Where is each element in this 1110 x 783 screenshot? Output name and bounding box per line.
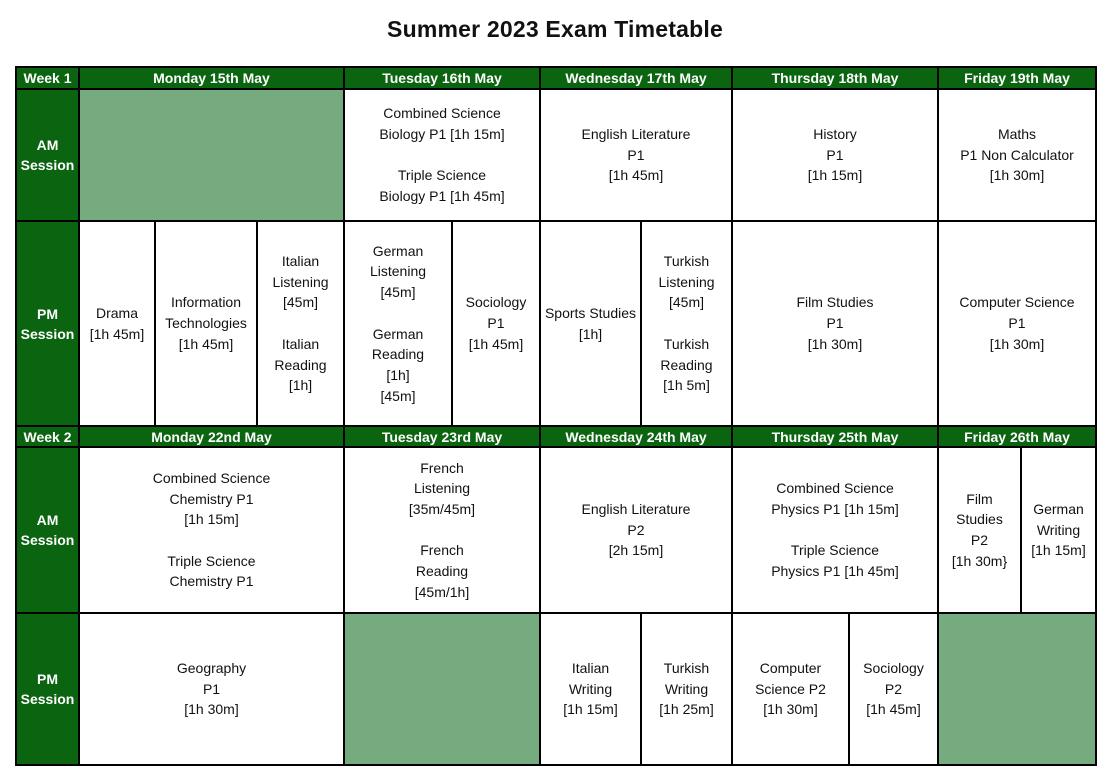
week1-pm-thu: Film Studies P1 [1h 30m] <box>733 222 939 427</box>
week2-pm-wed-italian: Italian Writing [1h 15m] <box>541 614 642 764</box>
week2-day-fri: Friday 26th May <box>939 427 1095 448</box>
week2-am-mon: Combined Science Chemistry P1 [1h 15m] Triple Science Chemistry P1 <box>80 448 345 614</box>
week2-am-tue: French Listening [35m/45m] French Reading [45m/1h] <box>345 448 541 614</box>
week2-am-label: AM Session <box>17 448 80 614</box>
week2-pm-mon: Geography P1 [1h 30m] <box>80 614 345 764</box>
week2-day-thu: Thursday 25th May <box>733 427 939 448</box>
week1-pm-tue-sociology: Sociology P1 [1h 45m] <box>453 222 541 427</box>
week1-label: Week 1 <box>17 68 80 90</box>
week1-am-mon-empty <box>80 90 345 222</box>
week2-pm-thu-cs: Computer Science P2 [1h 30m] <box>733 614 850 764</box>
week1-day-tue: Tuesday 16th May <box>345 68 541 90</box>
week1-day-fri: Friday 19th May <box>939 68 1095 90</box>
page-title: Summer 2023 Exam Timetable <box>387 16 723 42</box>
week2-pm-wed-turkish: Turkish Writing [1h 25m] <box>642 614 733 764</box>
week1-am-wed: English Literature P1 [1h 45m] <box>541 90 733 222</box>
timetable-grid <box>15 66 1097 766</box>
week2-pm-fri-empty <box>939 614 1095 764</box>
week2-day-tue: Tuesday 23rd May <box>345 427 541 448</box>
week1-am-label: AM Session <box>17 90 80 222</box>
week1-day-thu: Thursday 18th May <box>733 68 939 90</box>
week2-day-wed: Wednesday 24th May <box>541 427 733 448</box>
week2-am-fri-german: German Writing [1h 15m] <box>1022 448 1095 614</box>
week1-pm-tue-german: German Listening [45m] German Reading [1h] [45m] <box>345 222 453 427</box>
week1-pm-wed-turkish: Turkish Listening [45m] Turkish Reading [1h 5m] <box>642 222 733 427</box>
week1-day-wed: Wednesday 17th May <box>541 68 733 90</box>
week1-pm-wed-sports: Sports Studies [1h] <box>541 222 642 427</box>
week1-pm-fri: Computer Science P1 [1h 30m] <box>939 222 1095 427</box>
week1-am-fri: Maths P1 Non Calculator [1h 30m] <box>939 90 1095 222</box>
week1-pm-mon-it: Information Technologies [1h 45m] <box>156 222 258 427</box>
week1-day-mon: Monday 15th May <box>80 68 345 90</box>
week1-am-thu: History P1 [1h 15m] <box>733 90 939 222</box>
week2-pm-thu-sociology: Sociology P2 [1h 45m] <box>850 614 939 764</box>
week1-pm-mon-italian: Italian Listening [45m] Italian Reading [1h] <box>258 222 345 427</box>
week2-am-fri-film: Film Studies P2 [1h 30m} <box>939 448 1022 614</box>
week2-pm-label: PM Session <box>17 614 80 764</box>
week2-am-thu: Combined Science Physics P1 [1h 15m] Triple Science Physics P1 [1h 45m] <box>733 448 939 614</box>
week2-am-wed: English Literature P2 [2h 15m] <box>541 448 733 614</box>
week2-pm-tue-empty <box>345 614 541 764</box>
week1-pm-mon-drama: Drama [1h 45m] <box>80 222 156 427</box>
week2-label: Week 2 <box>17 427 80 448</box>
week2-day-mon: Monday 22nd May <box>80 427 345 448</box>
week1-am-tue: Combined Science Biology P1 [1h 15m] Triple Science Biology P1 [1h 45m] <box>345 90 541 222</box>
week1-pm-label: PM Session <box>17 222 80 427</box>
